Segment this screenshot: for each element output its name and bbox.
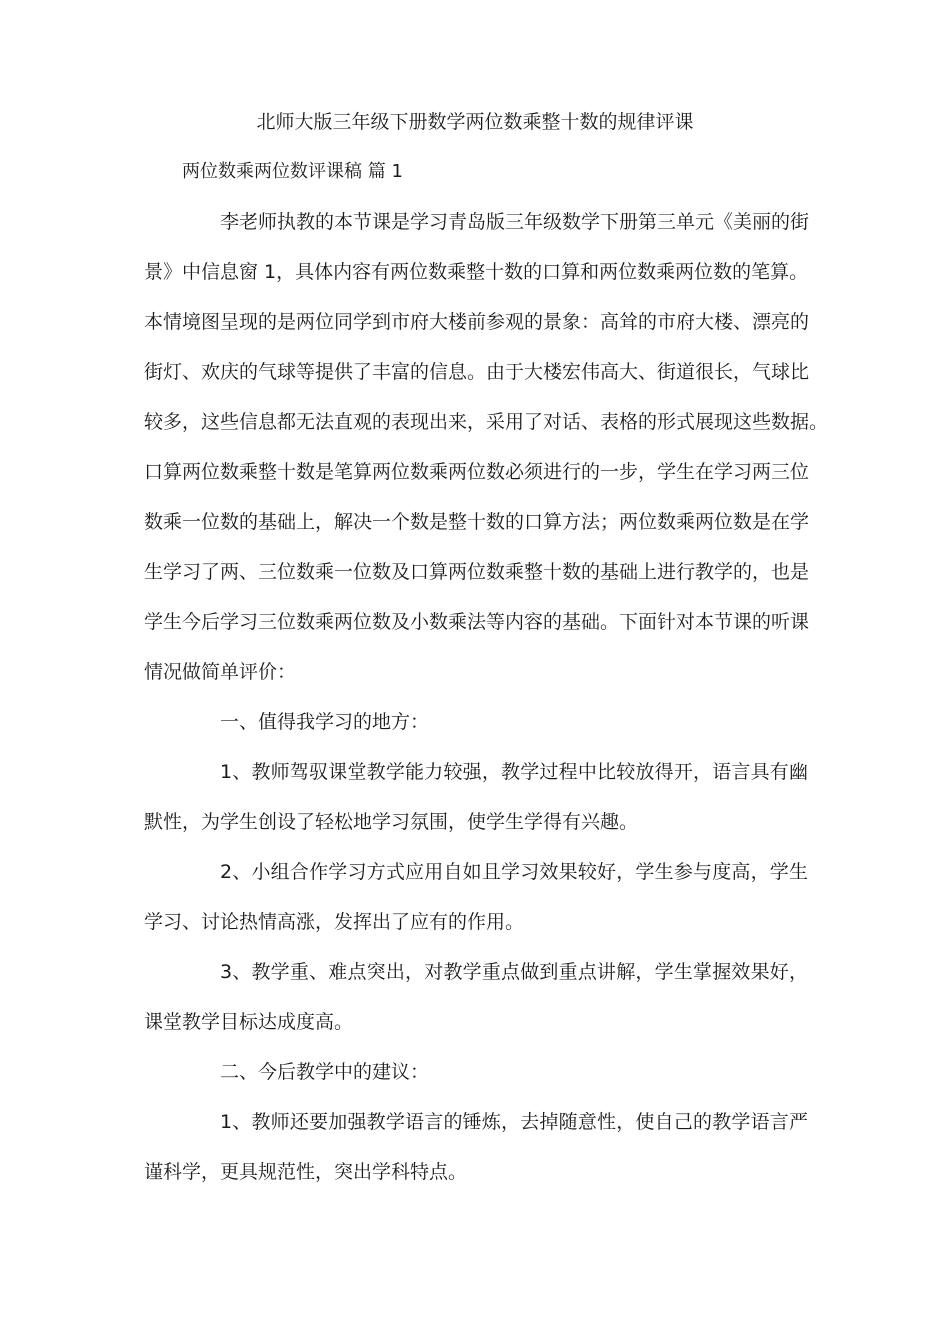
strength-item-2-line: 学习、讨论热情高涨，发挥出了应有的作用。 xyxy=(144,911,525,933)
section-heading-suggestions: 二、今后教学中的建议： xyxy=(220,1061,430,1083)
intro-line: 本情境图呈现的是两位同学到市府大楼前参观的景象：高耸的市府大楼、漂亮的 xyxy=(144,311,810,333)
strength-item-2-line: 2、小组合作学习方式应用自如且学习效果较好，学生参与度高，学生 xyxy=(220,861,808,883)
section-heading-strengths: 一、值得我学习的地方： xyxy=(220,711,430,733)
suggestion-item-1-line: 1、教师还要加强教学语言的锤炼，去掉随意性，使自己的教学语言严 xyxy=(220,1111,808,1133)
strength-item-1-line: 默性，为学生创设了轻松地学习氛围，使学生学得有兴趣。 xyxy=(144,811,639,833)
intro-line: 街灯、欢庆的气球等提供了丰富的信息。由于大楼宏伟高大、街道很长，气球比 xyxy=(144,361,810,383)
strength-item-1-line: 1、教师驾驭课堂教学能力较强，教学过程中比较放得开，语言具有幽 xyxy=(220,761,808,783)
intro-line: 口算两位数乘整十数是笔算两位数乘两位数必须进行的一步，学生在学习两三位 xyxy=(144,461,810,483)
intro-line: 生学习了两、三位数乘一位数及口算两位数乘整十数的基础上进行教学的，也是 xyxy=(144,561,810,583)
intro-line: 数乘一位数的基础上，解决一个数是整十数的口算方法；两位数乘两位数是在学 xyxy=(144,511,810,533)
document-subtitle: 两位数乘两位数评课稿 篇 1 xyxy=(182,161,403,182)
intro-line: 李老师执教的本节课是学习青岛版三年级数学下册第三单元《美丽的街 xyxy=(220,211,810,233)
intro-line: 学生今后学习三位数乘两位数及小数乘法等内容的基础。下面针对本节课的听课 xyxy=(144,611,810,633)
intro-line: 较多，这些信息都无法直观的表现出来，采用了对话、表格的形式展现这些数据。 xyxy=(144,411,829,433)
intro-line: 景》中信息窗 1，具体内容有两位数乘整十数的口算和两位数乘两位数的笔算。 xyxy=(144,261,809,283)
strength-item-3-line: 课堂教学目标达成度高。 xyxy=(144,1011,354,1033)
suggestion-item-1-line: 谨科学，更具规范性，突出学科特点。 xyxy=(144,1161,468,1183)
document-title: 北师大版三年级下册数学两位数乘整十数的规律评课 xyxy=(256,111,694,133)
intro-line: 情况做简单评价： xyxy=(144,661,297,683)
strength-item-3-line: 3、教学重、难点突出，对教学重点做到重点讲解，学生掌握效果好， xyxy=(220,961,808,983)
